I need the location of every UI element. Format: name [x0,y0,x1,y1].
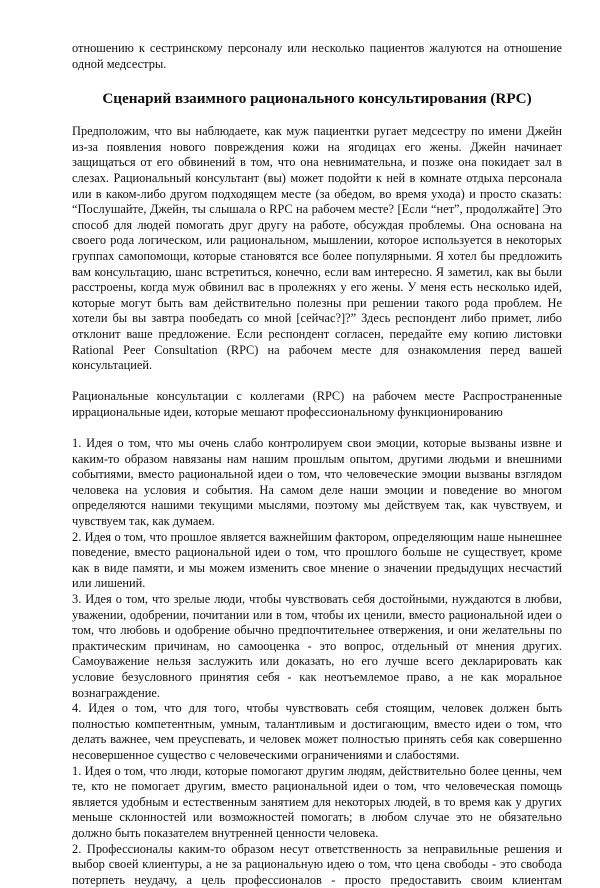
idea-item-2: 2. Идея о том, что прошлое является важнейшим фактором, определяющим наше нынешнее поведение, вместо рациональной идеи о том, что прошлого больше не существует, кроме как в виде памяти, и мы можем изменить свое мнение о значении предыдущих несчастий или лишений. [72,530,562,592]
scenario-paragraph: Предположим, что вы наблюдаете, как муж пациентки ругает медсестру по имени Джейн из-за появления нового повреждения кожи на ягодицах его жены. Джейн начинает защищаться от его обвинений в том, что она невнимательна, и позже она покидает зал в слезах. Рациональный консультант (вы) может подойти к ней в комнате отдыха персонала или в каком-либо другом подходящем месте (за обедом, во время ухода) и просто сказать: “Послушайте, Джейн, ты слышала о RPC на рабочем месте? [Если “нет”, продолжайте] Это способ для людей помогать друг другу на работе, обсуждая проблемы. Она основана на своего рода логическом, или рациональном, мышлении, которое используется в некоторых группах самопомощи, которые становятся все более популярными. Я хотел бы предложить вам консультацию, шанс встретиться, конечно, если вам интересно. Я заметил, как вы были расстроены, когда муж обвинил вас в пролежнях у его жены. У меня есть несколько идей, которые могут быть вам действительно полезны при решении такого рода проблем. Не хотели бы вы завтра пообедать со мной [сейчас?]?” Здесь респондент либо примет, либо отклонит ваше предложение. Если респондент согласен, передайте ему копию листовки Rational Peer Consultation (RPC) на рабочем месте для ознакомления перед вашей консультацией. [72,124,562,374]
idea-item-3: 3. Идея о том, что зрелые люди, чтобы чувствовать себя достойными, нуждаются в любви, уважении, одобрении, почитании или в том, чтобы их ценили, вместо рациональной идеи о том, что любовь и одобрение обычно предпочтительнее отвержения, и они желательны по практическим причинам, но самооценка - это вопрос, отдельный от мнения других. Самоуважение нельзя заслужить или доказать, но его лучше всего декларировать как условие безусловного принятия себя - как неотъемлемое право, а не как моральное вознаграждение. [72,592,562,701]
document-page [72,41,562,888]
paragraph-gap [72,374,562,390]
idea-item-4: 4. Идея о том, что для того, чтобы чувствовать себя стоящим, человек должен быть полностью компетентным, умным, талантливым и достигающим, вместо идеи о том, что делать важнее, чем преуспевать, и человек может полностью принять себя как совершенно несовершенное существо с человеческими ограничениями и слабостями. [72,701,562,763]
idea-item-1: 1. Идея о том, что мы очень слабо контролируем свои эмоции, которые вызваны извне и каким-то образом навязаны нам нашим прошлым опытом, другими людьми и внешними событиями, вместо рациональной идеи о том, что человеческие эмоции вызваны взглядом человека на условия и события. На самом деле наши эмоции и поведение во многом определяются нашими текущими мыслями, поэтому мы действуем так, как чувствуем, и чувствуем так, как думаем. [72,436,562,530]
idea-item-5: 1. Идея о том, что люди, которые помогают другим людям, действительно более ценны, чем те, кто не помогает другим, вместо рациональной идеи о том, что человеческая помощь является удобным и естественным занятием для некоторых людей, в то время как у других меньше склонностей или возможностей помогать; в любом случае это не обязательно должно быть показателем внутренней ценности человека. [72,764,562,842]
intro-fragment: отношению к сестринскому персоналу или несколько пациентов жалуются на отношение одной медсестры. [72,41,562,72]
paragraph-gap [72,420,562,436]
idea-item-6: 2. Профессионалы каким-то образом несут ответственность за неправильные решения и выбор своей клиентуры, а не за рациональную идею о том, что цена свободы - это свобода потерпеть неудачу, а цель профессионалов - просто предоставить своим клиентам [72,842,562,888]
section-title: Рациональные консультации с коллегами (RPC) на рабочем месте Распространенные иррациональные идеи, которые мешают профессиональному функционированию [72,389,562,420]
section-heading: Сценарий взаимного рационального консультирования (RPC) [72,90,562,108]
